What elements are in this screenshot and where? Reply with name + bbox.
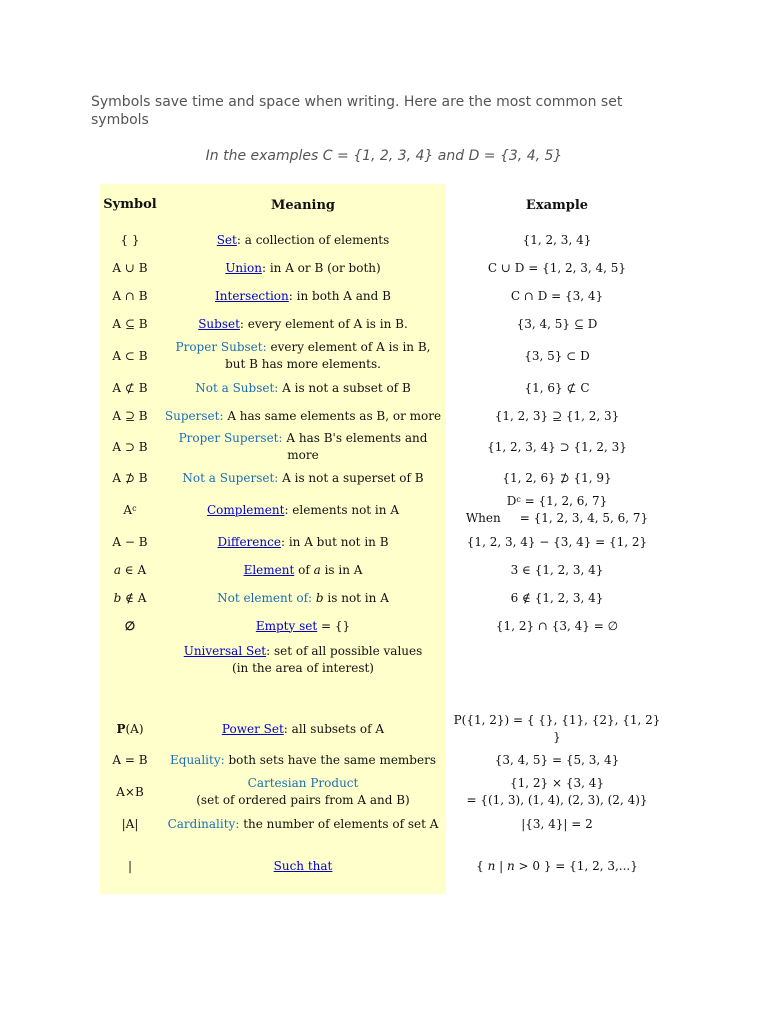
meaning-text: A is not a subset of B xyxy=(278,380,411,395)
symbol-text: ∅ xyxy=(124,618,136,633)
table-row xyxy=(100,528,668,556)
table-row xyxy=(100,774,668,810)
meaning-line xyxy=(162,590,444,607)
example-cell xyxy=(446,402,668,430)
meaning-variable: b xyxy=(315,590,324,605)
example-cell xyxy=(446,640,668,712)
symbol-cell xyxy=(100,584,160,612)
symbol-text: ∈ A xyxy=(120,562,147,577)
symbol-cell xyxy=(100,746,160,774)
symbol-text: A ∪ B xyxy=(112,260,148,275)
term-separator: : xyxy=(262,340,267,354)
symbol-text: ∉ A xyxy=(121,590,147,605)
example-line: {3, 5} ⊂ D xyxy=(524,348,590,363)
term-link[interactable]: Empty set xyxy=(255,618,318,633)
symbol-text: A×B xyxy=(116,784,144,799)
symbol-text: A ∩ B xyxy=(112,288,148,303)
table-row xyxy=(100,712,668,746)
symbol-cell xyxy=(100,640,160,712)
symbol-text: A − B xyxy=(112,534,148,549)
meaning-line xyxy=(162,775,444,792)
term-link[interactable]: Intersection xyxy=(215,288,289,303)
term-link[interactable]: Universal Set xyxy=(183,644,267,658)
example-line: {1, 2} × {3, 4} xyxy=(509,776,605,790)
example-set: D xyxy=(506,494,517,508)
meaning-line xyxy=(162,339,444,356)
example-cell xyxy=(446,282,668,310)
meaning-text: in A or B (or both) xyxy=(266,260,381,275)
term-separator: : xyxy=(280,534,285,549)
term-label: Equality xyxy=(170,752,221,767)
examples-note: In the examples C = {1, 2, 3, 4} and D = {3, 4, 5} xyxy=(205,148,563,164)
example-cell xyxy=(446,774,668,810)
example-line: P({1, 2}) = { {}, {1}, {2}, {1, 2} } xyxy=(453,713,661,744)
term-label: Not a Subset xyxy=(195,380,275,395)
table-row xyxy=(100,254,668,282)
symbol-cell xyxy=(100,612,160,640)
table-row xyxy=(100,556,668,584)
symbol-cell xyxy=(100,430,160,464)
meaning-cell xyxy=(160,282,446,310)
header-meaning: Meaning xyxy=(160,184,446,226)
table-row xyxy=(100,402,668,430)
meaning-cell xyxy=(160,556,446,584)
meaning-line xyxy=(162,618,444,635)
term-separator: : xyxy=(239,316,244,331)
term-separator: : xyxy=(278,431,283,445)
meaning-cell xyxy=(160,464,446,492)
meaning-text: elements not in A xyxy=(288,502,399,517)
header-example: Example xyxy=(446,184,668,226)
term-separator: : xyxy=(236,232,241,247)
meaning-cell xyxy=(160,254,446,282)
symbol-text: A ⊂ B xyxy=(112,348,148,363)
term-separator: : xyxy=(235,816,240,831)
symbol-cell xyxy=(100,310,160,338)
example-line xyxy=(448,493,666,510)
example-part: > 0 } = {1, 2, 3,...} xyxy=(514,858,638,873)
meaning-line xyxy=(162,752,444,769)
example-cell xyxy=(446,492,668,528)
example-line: {1, 2, 3} ⊇ {1, 2, 3} xyxy=(494,408,620,423)
meaning-line xyxy=(162,260,444,277)
meaning-cell xyxy=(160,310,446,338)
meaning-text: is in A xyxy=(320,562,363,577)
example-line: C ∪ D = {1, 2, 3, 4, 5} xyxy=(487,260,627,275)
symbol-bold: P xyxy=(116,721,126,736)
symbol-text: A = B xyxy=(112,752,148,767)
meaning-cell xyxy=(160,374,446,402)
meaning-line xyxy=(162,502,444,519)
term-label: Cartesian Product xyxy=(247,776,359,790)
term-label: Proper Subset xyxy=(175,340,263,354)
term-separator: : xyxy=(274,470,279,485)
example-cell xyxy=(446,838,668,894)
meaning-cell xyxy=(160,712,446,746)
table-row xyxy=(100,810,668,838)
table-row xyxy=(100,640,668,712)
meaning-cell xyxy=(160,838,446,894)
meaning-text: all subsets of A xyxy=(287,721,385,736)
table-row xyxy=(100,584,668,612)
example-line: 6 ∉ {1, 2, 3, 4} xyxy=(510,590,604,605)
symbol-cell xyxy=(100,464,160,492)
symbol-cell xyxy=(100,838,160,894)
example-cell xyxy=(446,310,668,338)
meaning-text: in A but not in B xyxy=(285,534,389,549)
table-row xyxy=(100,746,668,774)
meaning-text: A has same elements as B, or more xyxy=(223,408,442,423)
meaning-text: A is not a superset of B xyxy=(278,470,424,485)
table-row xyxy=(100,374,668,402)
table-row xyxy=(100,226,668,254)
symbol-variable: b xyxy=(113,590,122,605)
symbol-cell xyxy=(100,402,160,430)
meaning-line xyxy=(162,562,444,579)
example-cell xyxy=(446,226,668,254)
symbol-text: A ⊅ B xyxy=(112,470,148,485)
example-cell xyxy=(446,254,668,282)
symbol-cell xyxy=(100,374,160,402)
example-part: { xyxy=(476,858,488,873)
meaning-line xyxy=(162,380,444,397)
example-cell xyxy=(446,746,668,774)
term-link[interactable]: Such that xyxy=(273,858,333,873)
symbol-text: A xyxy=(123,502,133,517)
table-row xyxy=(100,612,668,640)
symbol-cell xyxy=(100,712,160,746)
meaning-line xyxy=(162,816,444,833)
symbol-cell xyxy=(100,528,160,556)
meaning-cell xyxy=(160,584,446,612)
example-cell xyxy=(446,338,668,374)
meaning-text: every element of A is in B. xyxy=(243,316,408,331)
symbol-text: (A) xyxy=(125,721,144,736)
term-link[interactable]: Set xyxy=(216,232,237,247)
symbol-text: A ⊃ B xyxy=(112,439,148,454)
meaning-text: both sets have the same members xyxy=(224,752,436,767)
example-cell xyxy=(446,612,668,640)
term-label: Superset xyxy=(164,408,220,423)
meaning-line xyxy=(162,643,444,660)
example-cell xyxy=(446,374,668,402)
meaning-line xyxy=(162,232,444,249)
term-separator: : xyxy=(288,288,293,303)
symbol-text: A ⊆ B xyxy=(112,316,148,331)
example-line: {1, 2, 3, 4} ⊃ {1, 2, 3} xyxy=(487,439,627,454)
term-link[interactable]: Element xyxy=(243,562,295,577)
term-label: Not element of xyxy=(217,590,309,605)
table-row xyxy=(100,338,668,374)
symbol-text: { } xyxy=(120,232,140,247)
meaning-line-2: but B has more elements. xyxy=(225,357,381,371)
example-line: {1, 2, 6} ⊅ {1, 9} xyxy=(502,470,612,485)
term-link[interactable]: Complement xyxy=(207,502,285,517)
example-cell xyxy=(446,556,668,584)
meaning-cell xyxy=(160,402,446,430)
symbol-cell xyxy=(100,810,160,838)
example-value: = {1, 2, 6, 7} xyxy=(520,494,608,508)
meaning-cell xyxy=(160,640,446,712)
meaning-line xyxy=(162,430,444,464)
term-separator: : xyxy=(274,380,279,395)
meaning-line xyxy=(162,858,444,875)
meaning-line xyxy=(162,721,444,738)
term-link[interactable]: Power Set xyxy=(221,721,284,736)
meaning-text: in both A and B xyxy=(292,288,391,303)
meaning-cell xyxy=(160,528,446,556)
meaning-cell xyxy=(160,810,446,838)
meaning-line xyxy=(162,288,444,305)
meaning-line xyxy=(162,470,444,487)
example-cell xyxy=(446,712,668,746)
meaning-text: is not in A xyxy=(323,590,389,605)
term-link[interactable]: Difference xyxy=(217,534,281,549)
example-cell xyxy=(446,464,668,492)
intro-text: Symbols save time and space when writing. Here are the most common set symbols xyxy=(91,94,623,128)
term-link[interactable]: Union xyxy=(225,260,262,275)
example-line: {1, 6} ⊄ C xyxy=(524,380,590,395)
symbol-cell xyxy=(100,492,160,528)
meaning-cell xyxy=(160,492,446,528)
symbol-cell xyxy=(100,774,160,810)
example-line: {1, 2, 3, 4} − {3, 4} = {1, 2} xyxy=(466,534,648,549)
term-separator: : xyxy=(284,502,289,517)
symbol-text: | xyxy=(127,858,133,873)
symbol-cell xyxy=(100,556,160,584)
term-separator: : xyxy=(219,408,224,423)
example-line: 3 ∈ {1, 2, 3, 4} xyxy=(510,562,604,577)
meaning-cell xyxy=(160,430,446,464)
example-part: n xyxy=(487,858,496,873)
term-link[interactable]: Subset xyxy=(198,316,240,331)
term-label: Not a Superset xyxy=(182,470,275,485)
meaning-line-2: (in the area of interest) xyxy=(232,661,374,675)
term-separator: : xyxy=(283,721,288,736)
meaning-variable: a xyxy=(313,562,321,577)
example-cell xyxy=(446,584,668,612)
example-line-2: = {(1, 3), (1, 4), (2, 3), (2, 4)} xyxy=(466,793,648,807)
table-row xyxy=(100,492,668,528)
meaning-prefix: of xyxy=(294,562,314,577)
table-row xyxy=(100,310,668,338)
meaning-text: A has B's elements and more xyxy=(282,431,428,462)
example-part: n xyxy=(506,858,515,873)
symbol-cell xyxy=(100,226,160,254)
set-symbols-table xyxy=(100,184,668,894)
example-cell xyxy=(446,528,668,556)
meaning-text: every element of A is in B, xyxy=(266,340,431,354)
meaning-text: the number of elements of set A xyxy=(239,816,439,831)
meaning-cell xyxy=(160,612,446,640)
example-line: C ∩ D = {3, 4} xyxy=(510,288,604,303)
meaning-text: set of all possible values xyxy=(270,644,423,658)
example-line: {1, 2} ∩ {3, 4} = ∅ xyxy=(495,618,619,633)
example-part: | xyxy=(495,858,507,873)
example-superscript: c xyxy=(516,495,521,504)
term-label: Cardinality xyxy=(167,816,236,831)
example-cell xyxy=(446,810,668,838)
term-label: Proper Superset xyxy=(178,431,279,445)
meaning-text: a collection of elements xyxy=(240,232,390,247)
meaning-line xyxy=(162,316,444,333)
meaning-prefix: : xyxy=(308,590,316,605)
symbol-cell xyxy=(100,254,160,282)
meaning-line xyxy=(162,408,444,425)
symbol-superscript: c xyxy=(132,503,137,513)
symbol-cell xyxy=(100,282,160,310)
example-line: {1, 2, 3, 4} xyxy=(522,232,592,247)
symbol-text: A ⊄ B xyxy=(112,380,148,395)
meaning-cell xyxy=(160,774,446,810)
meaning-cell xyxy=(160,226,446,254)
example-cell xyxy=(446,430,668,464)
meaning-cell xyxy=(160,746,446,774)
example-line: |{3, 4}| = 2 xyxy=(521,816,593,831)
symbol-text: A ⊇ B xyxy=(112,408,148,423)
table-row xyxy=(100,464,668,492)
table-row xyxy=(100,430,668,464)
term-separator: : xyxy=(266,644,271,658)
meaning-text: = {} xyxy=(317,618,351,633)
meaning-cell xyxy=(160,338,446,374)
example-line-2: When = {1, 2, 3, 4, 5, 6, 7} xyxy=(465,511,649,525)
term-separator: : xyxy=(261,260,266,275)
table-header-row xyxy=(100,184,668,226)
meaning-line xyxy=(162,534,444,551)
symbol-cell xyxy=(100,338,160,374)
table-row xyxy=(100,282,668,310)
term-separator: : xyxy=(220,752,225,767)
header-symbol: Symbol xyxy=(100,184,160,226)
table-row xyxy=(100,838,668,894)
example-line: {3, 4, 5} = {5, 3, 4} xyxy=(494,752,620,767)
symbol-variable: a xyxy=(113,562,121,577)
meaning-line-2: (set of ordered pairs from A and B) xyxy=(196,793,410,807)
example-line: {3, 4, 5} ⊆ D xyxy=(516,316,598,331)
symbol-text: |A| xyxy=(121,816,139,831)
